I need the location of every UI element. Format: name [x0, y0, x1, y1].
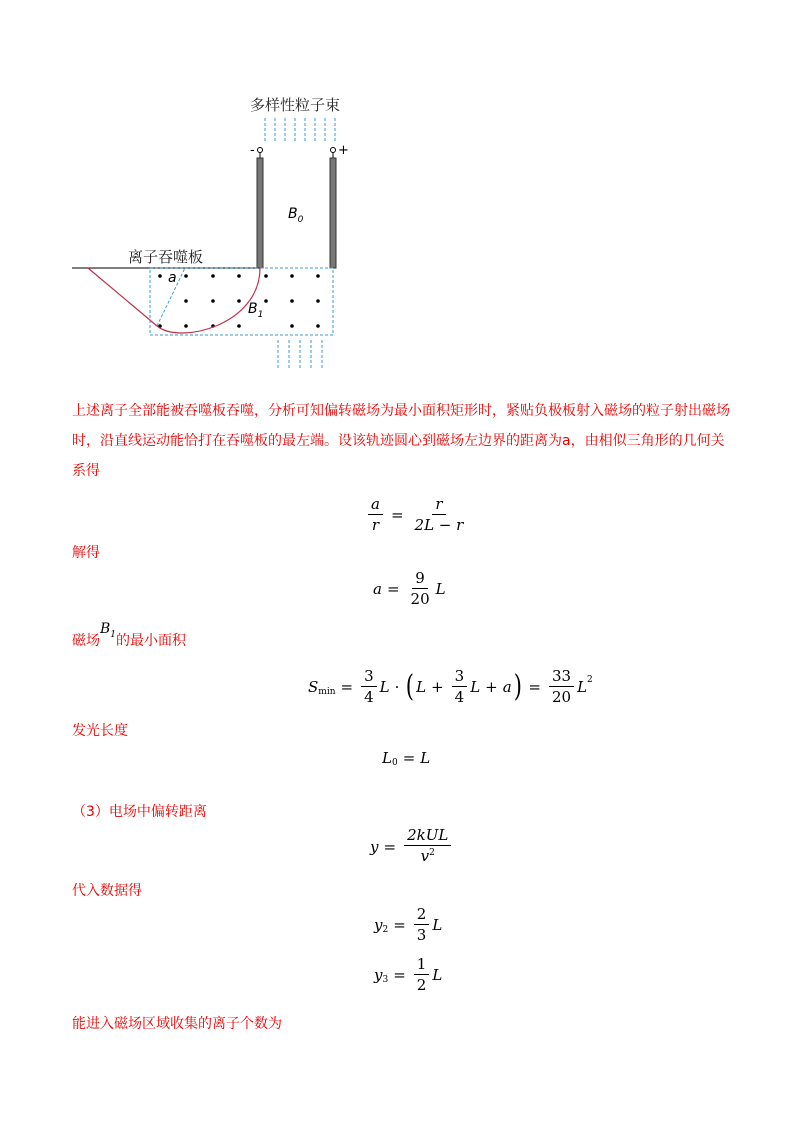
y2-equation: y 2 = $\frac{2}{3}$ L	[374, 905, 443, 944]
b0-label: $B_0$	[288, 206, 304, 225]
min-area-equation: S min = $\frac{3}{4}$ L · ( L + $\frac{3}{4}$ L + a ) = $\frac{33}{20}$ L 2	[308, 667, 593, 706]
b1-inline: $B_1$	[100, 621, 117, 640]
a-label: a	[168, 270, 177, 286]
plus-sign: +	[338, 143, 349, 158]
y3-equation: y 3 = $\frac{1}{2}$ L	[374, 955, 443, 994]
outgoing-beam	[278, 340, 322, 370]
positive-plate	[330, 158, 336, 268]
negative-terminal	[258, 148, 263, 153]
incoming-beam	[265, 118, 335, 142]
negative-plate	[257, 158, 263, 268]
similar-triangle-equation: $\frac{a}{r}$ = $\frac{r}{2L - r}$	[365, 496, 469, 533]
min-area-label: 磁场$B_1$的最小面积	[72, 621, 187, 649]
absorber-plate-label: 离子吞噬板	[128, 248, 204, 266]
physics-diagram	[60, 90, 360, 380]
part3-label: （3）电场中偏转距离	[72, 804, 207, 820]
ion-count-label: 能进入磁场区域收集的离子个数为	[72, 1016, 282, 1032]
minus-sign: -	[250, 143, 255, 158]
analysis-paragraph: 上述离子全部能被吞噬板吞噬，分析可知偏转磁场为最小面积矩形时，紧贴负极板射入磁场的粒子射出磁场时，沿直线运动能恰打在吞噬板的最左端。设该轨迹圆心到磁场左边界的距离为a，由相似三角形的几何关系得	[72, 403, 730, 479]
b1-label: $B_1$	[248, 301, 264, 320]
field-dots	[158, 274, 320, 328]
emission-length-label: 发光长度	[72, 723, 128, 739]
solve-label: 解得	[72, 545, 100, 561]
field-region-b1	[150, 268, 333, 335]
deflection-equation: y = $\frac{\text{2kUL}}{v^2}$	[370, 827, 454, 867]
emission-length-equation: L 0 = L	[382, 749, 431, 768]
substitute-label: 代入数据得	[72, 883, 142, 899]
a-solution-equation: a = $\frac{9}{20}$ L	[373, 569, 446, 608]
positive-terminal	[331, 148, 336, 153]
beam-label: 多样性粒子束	[250, 96, 341, 114]
